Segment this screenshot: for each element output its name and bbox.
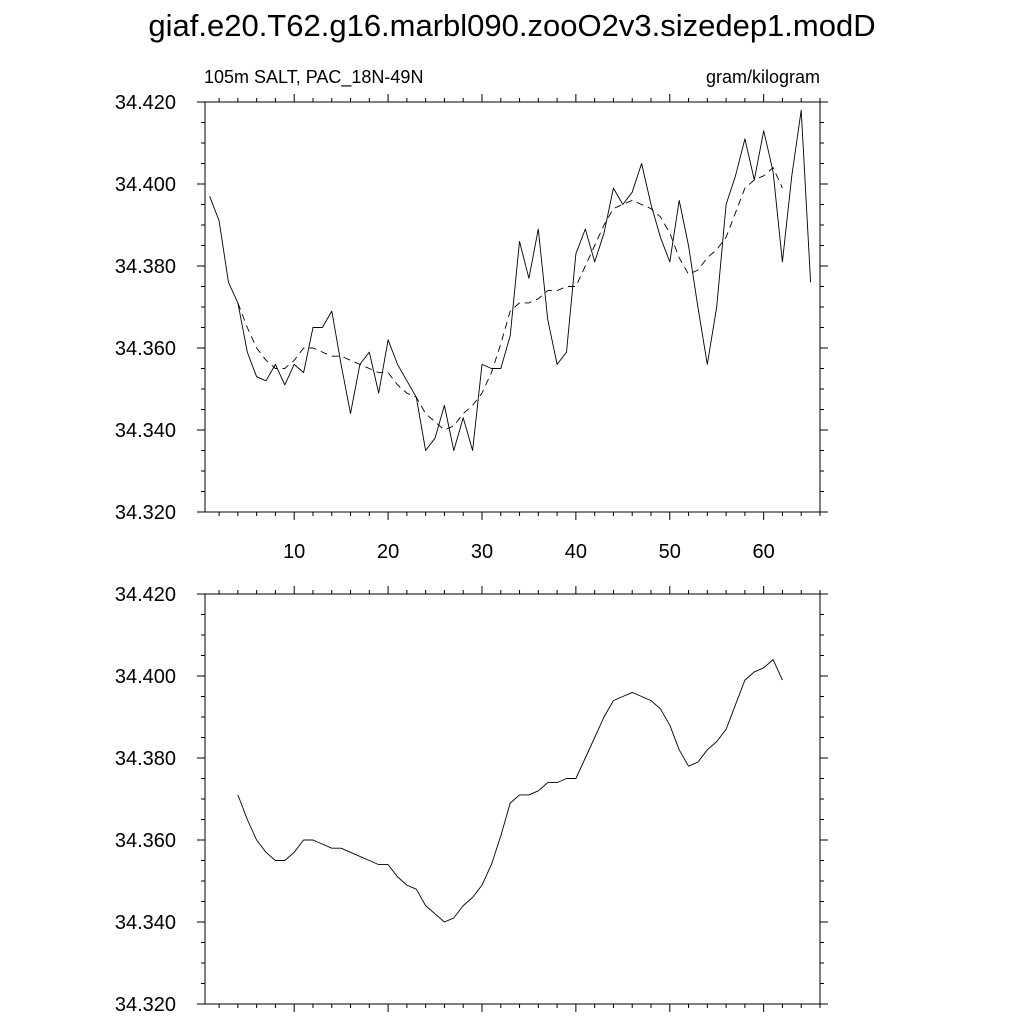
x-tick-label: 40: [564, 541, 588, 563]
plot-frame: [205, 594, 820, 1004]
smoothed-series-line: [238, 168, 783, 430]
plot-panel-2: [115, 584, 828, 1016]
y-tick-label: 34.420: [114, 92, 176, 114]
x-tick-label: 30: [470, 541, 494, 563]
x-tick-label: 20: [376, 541, 400, 563]
y-tick-label: 34.340: [114, 912, 176, 934]
series-line: [210, 110, 811, 450]
y-tick-label: 34.400: [114, 174, 176, 196]
x-tick-label: 60: [752, 541, 775, 563]
series-line: [238, 660, 783, 922]
y-tick-label: 34.420: [114, 584, 176, 606]
x-tick-label: 50: [658, 541, 681, 563]
units-label: gram/kilogram: [705, 67, 820, 87]
plot-panel-1: [115, 67, 828, 563]
y-tick-label: 34.320: [114, 994, 176, 1016]
y-tick-label: 34.360: [114, 338, 176, 360]
y-tick-label: 34.360: [114, 830, 176, 852]
y-tick-label: 34.380: [114, 256, 176, 278]
panel-left-label: 105m SALT, PAC_18N-49N: [204, 67, 424, 87]
y-tick-label: 34.400: [114, 666, 176, 688]
plot-frame: [205, 102, 820, 512]
y-tick-label: 34.380: [114, 748, 176, 770]
chart-title: giaf.e20.T62.g16.marbl090.zooO2v3.sizedep1.modD: [148, 8, 876, 43]
x-tick-label: 10: [283, 541, 306, 563]
y-tick-label: 34.320: [114, 502, 176, 524]
y-tick-label: 34.340: [114, 420, 176, 442]
